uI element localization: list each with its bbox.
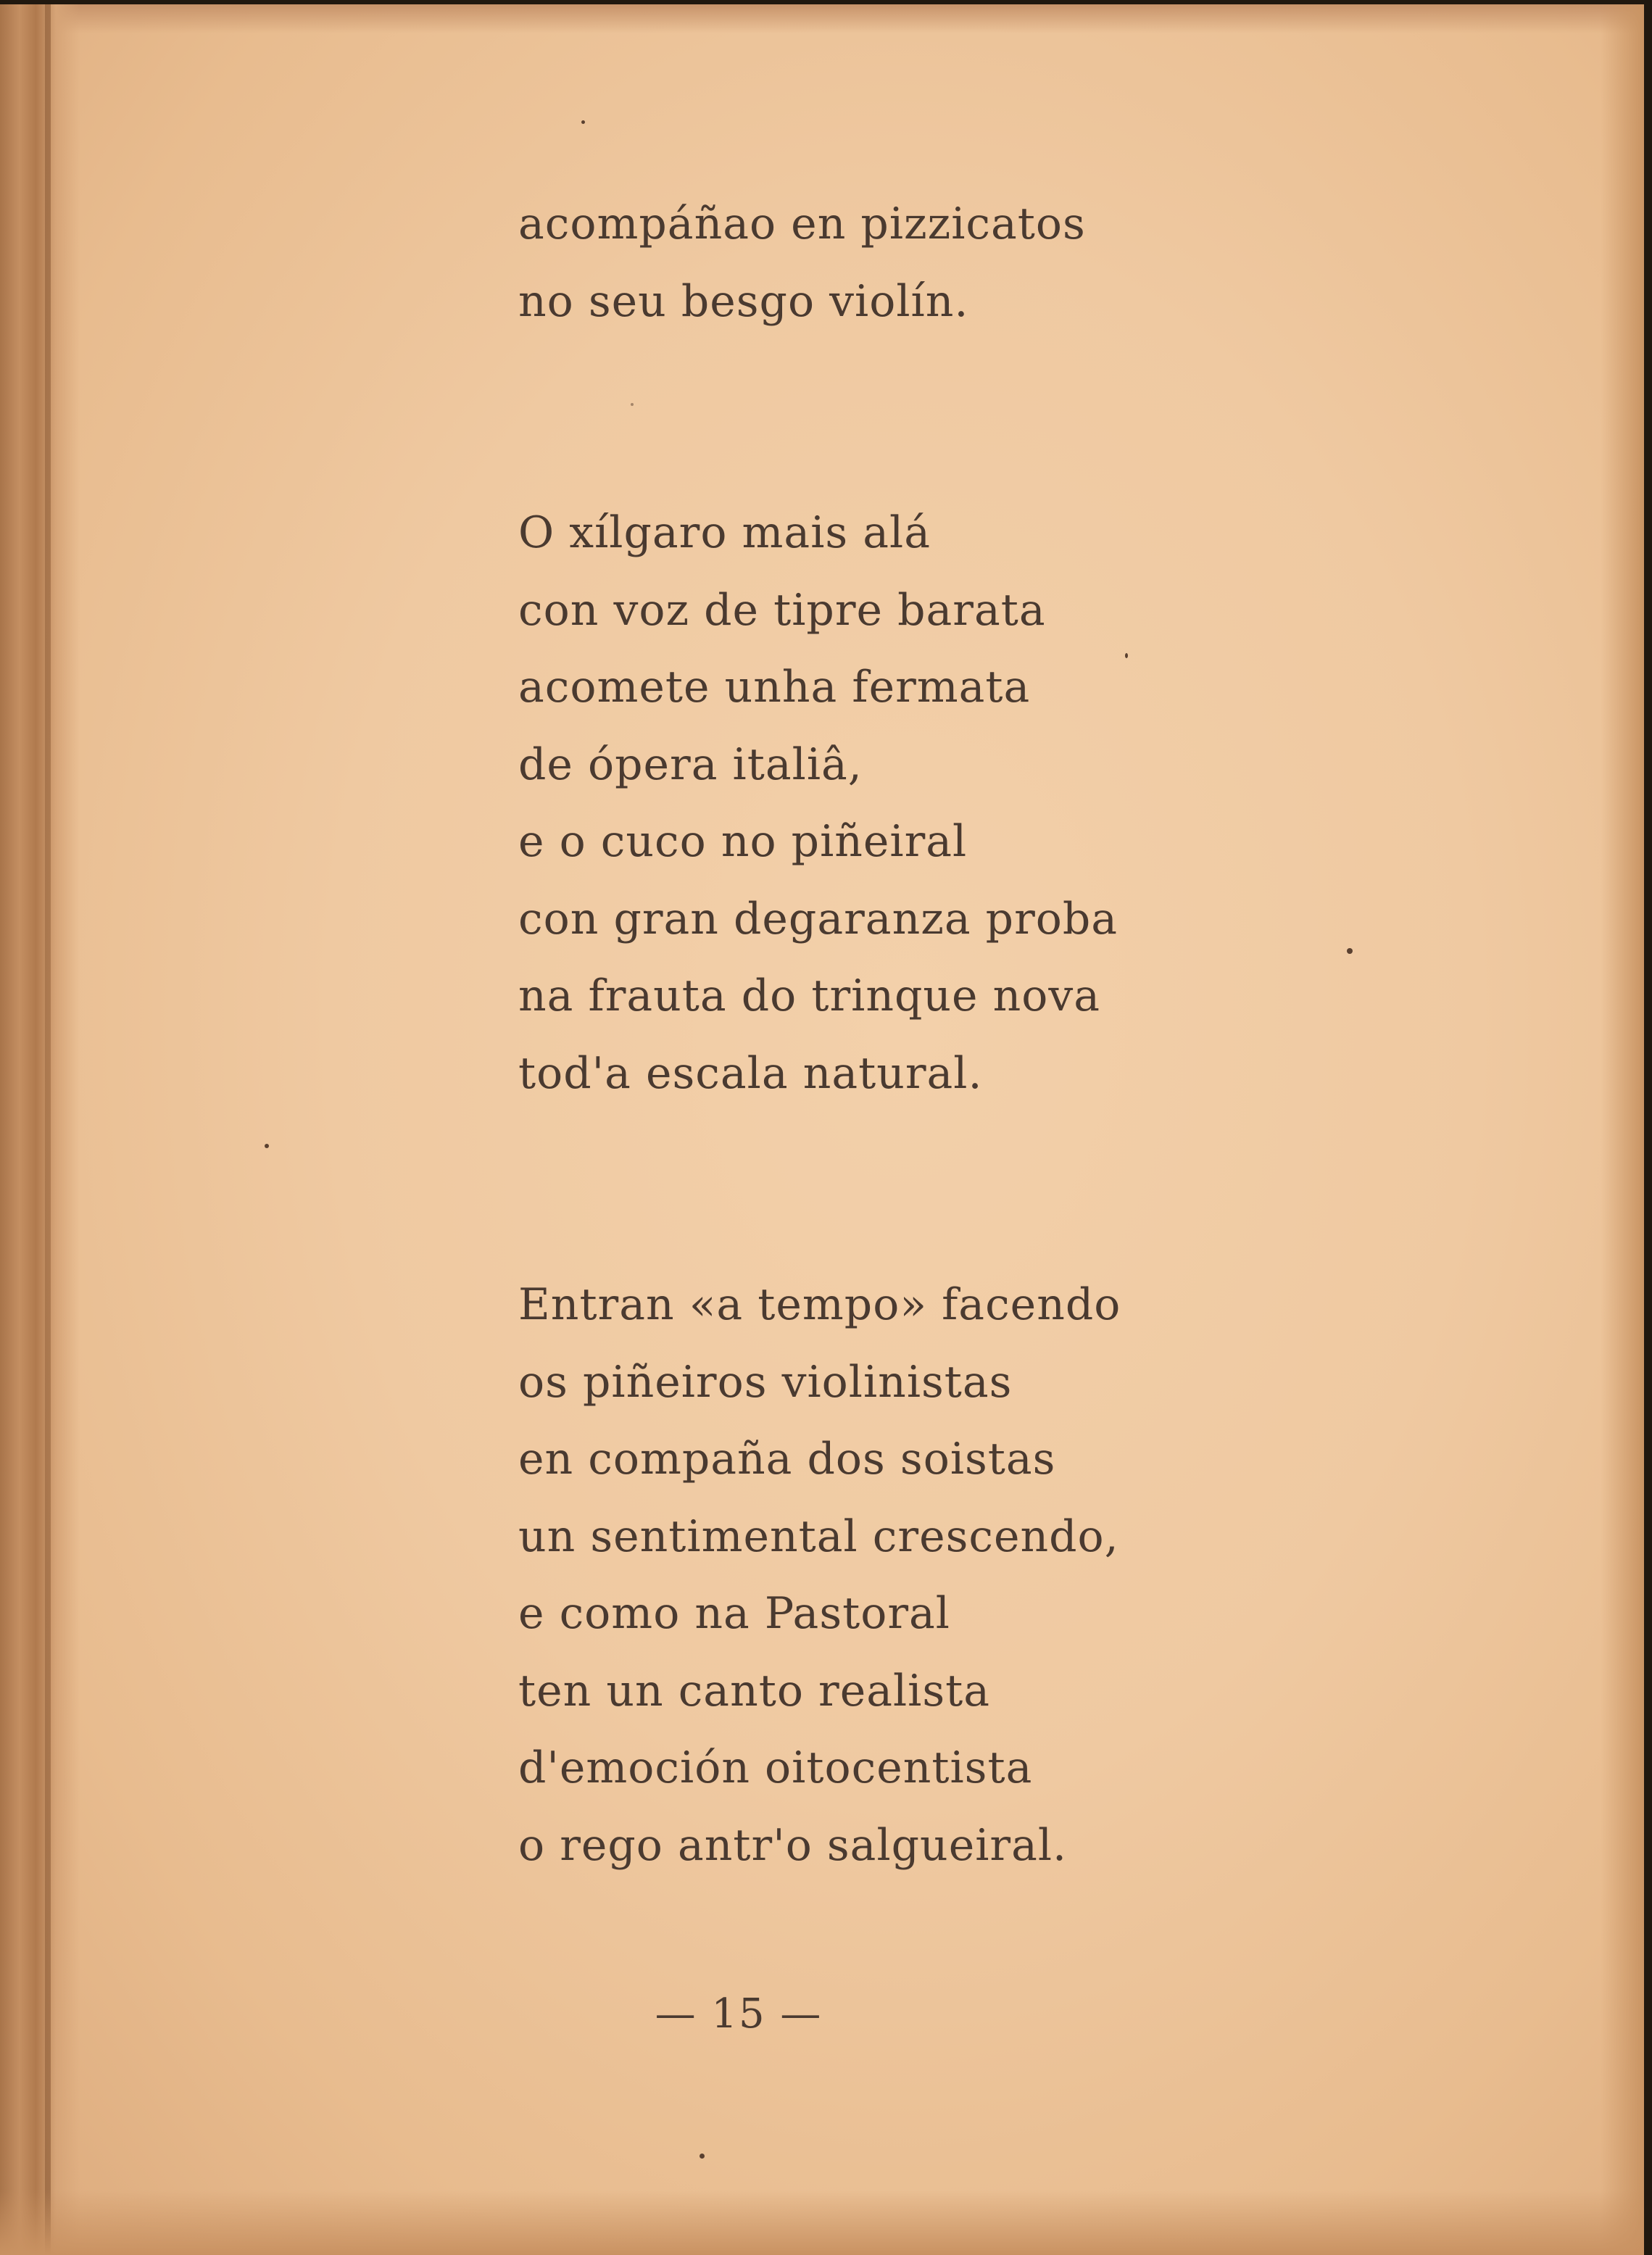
paper-speck <box>700 2154 705 2159</box>
verse-line: de ópera italiâ, <box>518 739 863 790</box>
book-page <box>0 4 1644 2255</box>
paper-speck <box>265 1144 269 1148</box>
page-spine-edge <box>0 4 80 2255</box>
verse-line: O xílgaro mais alá <box>518 507 931 558</box>
page-bottom-edge <box>0 2190 1644 2255</box>
page-number: — 15 — <box>655 1990 823 2038</box>
verse-line: e o cuco no piñeiral <box>518 816 968 867</box>
stanza-3 <box>518 1266 1243 1884</box>
verse-line: o rego antr'o salgueiral. <box>518 1819 1068 1871</box>
verse-line: acompáñao en pizzicatos <box>518 199 1086 249</box>
verse-line: Entran «a tempo» facendo <box>518 1279 1121 1330</box>
stanza-1 <box>518 186 1243 340</box>
page-top-shadow <box>0 4 1644 33</box>
verse-line: con voz de tipre barata <box>518 584 1046 636</box>
verse-line: d'emoción oitocentista <box>518 1743 1033 1793</box>
verse-line: e como na Pastoral <box>518 1588 950 1639</box>
paper-speck <box>1347 948 1353 954</box>
verse-line: tod'a escala natural. <box>518 1047 983 1099</box>
stanza-2 <box>518 494 1243 1112</box>
verse-line: no seu besgo violín. <box>518 275 969 327</box>
verse-line: os piñeiros violinistas <box>518 1356 1013 1408</box>
page-right-edge <box>1601 4 1644 2255</box>
paper-speck <box>581 120 585 124</box>
stanza-break <box>518 340 1243 494</box>
verse-line: en compaña dos soistas <box>518 1434 1056 1484</box>
poem-text <box>518 186 1243 1884</box>
verse-line: acomete unha fermata <box>518 662 1031 713</box>
verse-line: ten un canto realista <box>518 1665 991 1716</box>
verse-line: na frauta do trinque nova <box>518 971 1101 1021</box>
stanza-break <box>518 1112 1243 1266</box>
spine-binding-line <box>45 4 51 2255</box>
verse-line: con gran degaranza proba <box>518 893 1118 944</box>
verse-line: un sentimental crescendo, <box>518 1511 1119 1562</box>
